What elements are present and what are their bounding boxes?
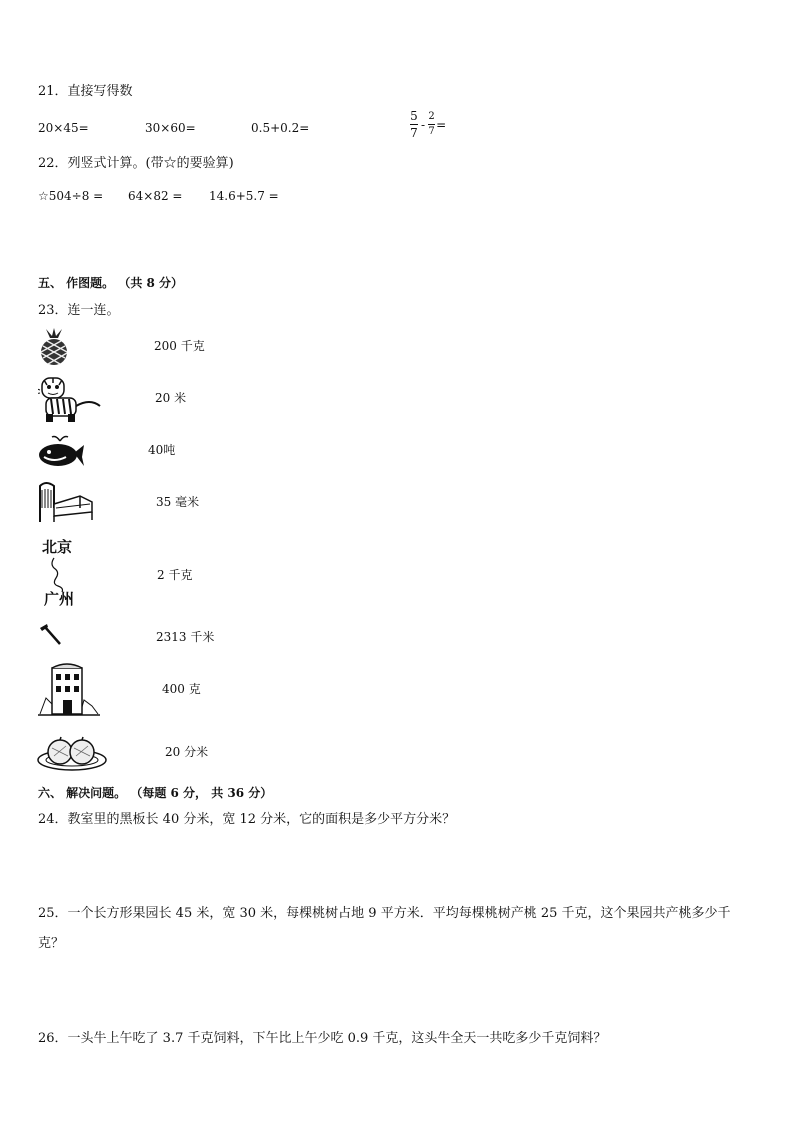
map-label-beijing: 北京: [42, 538, 73, 556]
building-icon: [38, 662, 100, 716]
fraction-1-numerator: 5: [410, 109, 418, 123]
q22-item-1: ☆504÷8 =: [38, 189, 104, 203]
fraction-bar: [410, 124, 418, 125]
map-label-guangzhou: 广州: [44, 590, 75, 608]
tiger-icon: [38, 376, 102, 424]
fraction-1: [410, 110, 418, 139]
q22-item-3: 14.6+5.7 =: [209, 189, 279, 203]
q21-fraction-expression: [409, 110, 446, 139]
whale-icon: [36, 433, 86, 469]
q24-text: 24．教室里的黑板长 40 分米，宽 12 分米，它的面积是多少平方分米？: [38, 812, 456, 827]
q23-value-8: 20 分米: [165, 745, 209, 759]
section-5-title: 五、 作图题。 （共 8 分）: [38, 276, 184, 290]
fraction-1-denominator: 7: [410, 126, 418, 140]
q26-text: 26．一头牛上午吃了 3.7 千克饲料，下午比上午少吃 0.9 千克，这头牛全天一共吃多少千克饲料？: [38, 1031, 607, 1046]
q22-title: 22．列竖式计算。(带☆的要验算): [38, 156, 234, 171]
q21-item-1: 20×45=: [38, 121, 89, 135]
section-6-title: 六、 解决问题。 （每题 6 分， 共 36 分）: [38, 786, 273, 800]
q23-title: 23．连一连。: [38, 303, 120, 318]
q23-value-6: 2313 千米: [156, 630, 215, 644]
q25-text-line-1: 25．一个长方形果园长 45 米，宽 30 米，每棵桃树占地 9 平方米．平均每棵桃树产桃 25 千克，这个果园共产桃多少千: [38, 906, 731, 921]
pineapple-icon: [36, 328, 72, 366]
q21-title: 21．直接写得数: [38, 84, 133, 99]
q21-item-2: 30×60=: [145, 121, 196, 135]
fraction-equals: =: [436, 117, 447, 132]
q23-value-2: 20 米: [155, 391, 187, 405]
q22-item-2: 64×82 =: [128, 189, 183, 203]
q21-item-3: 0.5+0.2=: [251, 121, 310, 135]
q25-text-line-2: 克？: [38, 936, 65, 951]
q23-value-1: 200 千克: [154, 339, 205, 353]
bed-icon: [36, 478, 94, 524]
fraction-bar: [428, 124, 435, 125]
q23-value-4: 35 毫米: [156, 495, 200, 509]
map-route-icon: [48, 556, 70, 592]
fraction-2-numerator: 2: [428, 111, 435, 122]
q23-value-3: 40吨: [148, 443, 176, 457]
q23-value-7: 400 克: [162, 682, 201, 696]
nail-icon: [38, 622, 62, 646]
oranges-plate-icon: [36, 732, 108, 772]
q23-value-5: 2 千克: [157, 568, 193, 582]
fraction-2-denominator: 7: [428, 126, 435, 137]
fraction-2: [428, 112, 435, 137]
fraction-operator: -: [421, 117, 426, 132]
